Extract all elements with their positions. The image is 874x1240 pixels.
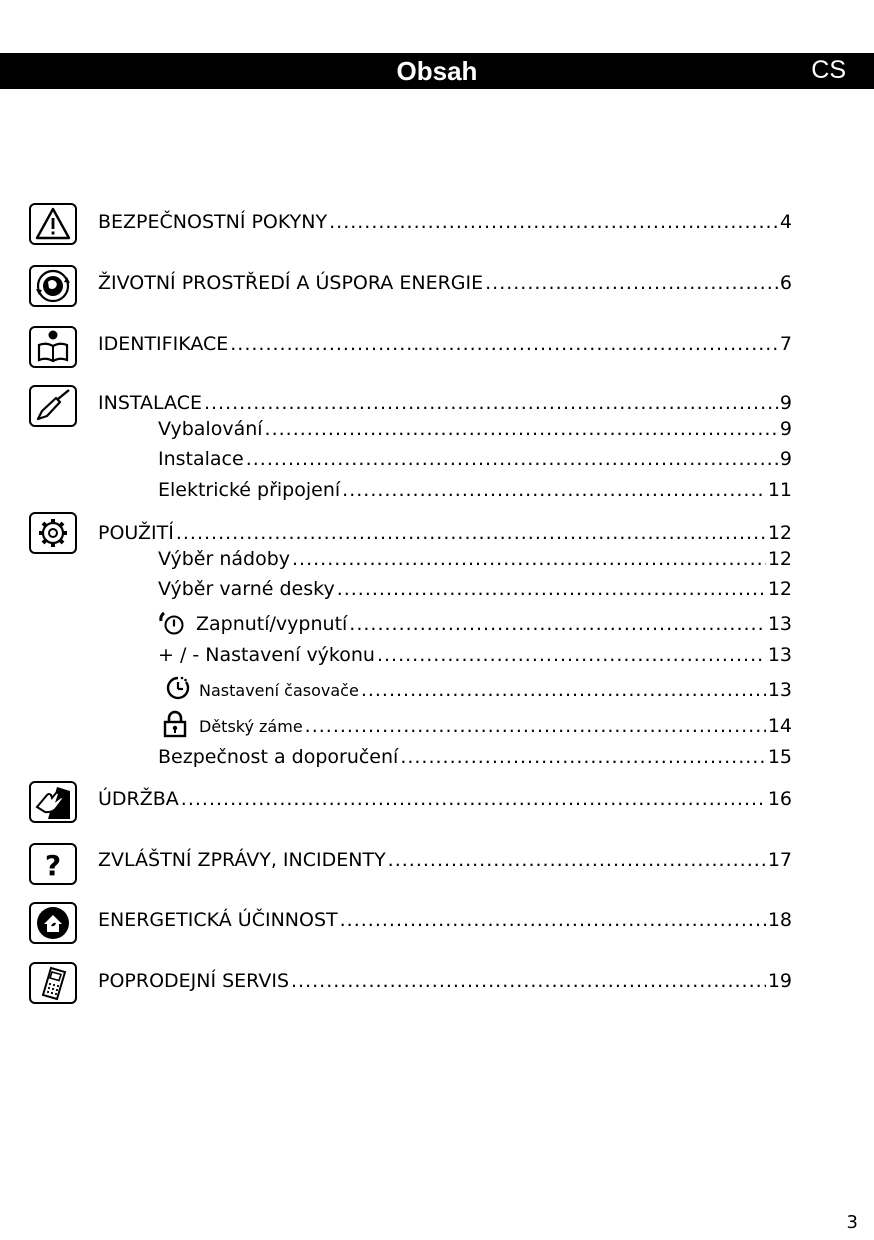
toc-entry-label: Výběr nádoby (158, 548, 291, 570)
toc-entry-maintenance[interactable] (98, 788, 792, 810)
language-code: CS (811, 56, 846, 84)
timer-icon (164, 674, 192, 702)
toc-entry-label: IDENTIFIKACE (98, 333, 229, 355)
warning-icon (29, 203, 77, 245)
toc-page-number: 12 (767, 578, 792, 600)
toc-entry-label: Zapnutí/vypnutí (196, 613, 348, 635)
toc-entry-incidents[interactable] (98, 849, 792, 871)
toc-entry-service[interactable] (98, 970, 792, 992)
toc-entry-label: Výběr varné desky (158, 578, 335, 600)
toc-entry-label: ZVLÁŠTNÍ ZPRÁVY, INCIDENTY (98, 849, 386, 871)
toc-entry-environment[interactable] (98, 272, 792, 294)
toc-page-number: 12 (767, 522, 792, 544)
toc-entry-label: Nastavení časovače (199, 681, 359, 700)
cleaning-hand-icon (29, 781, 77, 823)
dot-leader (204, 392, 778, 414)
toc-entry-usage[interactable] (98, 522, 792, 544)
toc-page-number: 7 (779, 333, 792, 355)
toc-entry-identification[interactable] (98, 333, 792, 355)
toc-page-number: 9 (779, 418, 792, 440)
toc-page-number: 16 (767, 788, 792, 810)
dot-leader (388, 849, 766, 871)
toc-entry-safety[interactable] (98, 211, 792, 233)
toc-entry-energy[interactable] (98, 909, 792, 931)
toc-page-number: 18 (767, 909, 792, 931)
toc-subentry-power-setting[interactable] (158, 644, 792, 666)
toc-entry-label: Elektrické připojení (158, 479, 341, 501)
toc-page-number: 13 (767, 644, 792, 666)
toc-entry-label: Bezpečnost a doporučení (158, 746, 399, 768)
dot-leader (342, 479, 766, 501)
header-bar (0, 53, 874, 89)
toc-entry-label: ÚDRŽBA (98, 788, 179, 810)
dot-leader (176, 522, 766, 544)
power-icon (158, 609, 186, 637)
phone-icon (29, 962, 77, 1004)
dot-leader (349, 613, 766, 635)
dot-leader (305, 715, 766, 737)
toc-entry-label: Vybalování (158, 418, 263, 440)
svg-text:?: ? (44, 849, 62, 882)
toc-page-number: 13 (767, 613, 792, 635)
dot-leader (246, 448, 778, 470)
dot-leader (265, 418, 778, 440)
question-icon (29, 843, 77, 885)
page-number: 3 (846, 1212, 858, 1233)
toc-entry-installation[interactable] (98, 392, 792, 414)
toc-entry-label: BEZPEČNOSTNÍ POKYNY (98, 211, 328, 233)
dot-leader (329, 211, 778, 233)
toc-entry-label: ŽIVOTNÍ PROSTŘEDÍ A ÚSPORA ENERGIE (98, 272, 484, 294)
toc-entry-label: ENERGETICKÁ ÚČINNOST (98, 909, 338, 931)
dot-leader (337, 578, 766, 600)
toc-subentry-hob-selection[interactable] (158, 578, 792, 600)
dot-leader (291, 970, 766, 992)
toc-entry-label: INSTALACE (98, 392, 202, 414)
toc-entry-label: POUŽITÍ (98, 522, 174, 544)
toc-page-number: 15 (767, 746, 792, 768)
screwdriver-icon (29, 385, 77, 427)
toc-subentry-unpacking[interactable] (158, 418, 792, 440)
toc-page-number: 14 (767, 715, 792, 737)
toc-subentry-on-off[interactable] (196, 613, 792, 635)
toc-entry-label: + / - Nastavení výkonu (158, 644, 375, 666)
lock-icon (162, 710, 188, 738)
toc-subentry-installation[interactable] (158, 448, 792, 470)
toc-page-number: 9 (779, 448, 792, 470)
reader-book-icon (29, 326, 77, 368)
toc-subentry-child-lock[interactable] (199, 715, 792, 737)
dot-leader (181, 788, 766, 810)
toc-subentry-pan-selection[interactable] (158, 548, 792, 570)
toc-page-number: 13 (767, 679, 792, 701)
page-title: Obsah (396, 56, 478, 86)
toc-page-number: 12 (767, 548, 792, 570)
toc-entry-label: Dětský záme (199, 717, 303, 736)
dot-leader (377, 644, 766, 666)
dot-leader (361, 679, 766, 701)
energy-house-icon (29, 902, 77, 944)
recycle-globe-icon (29, 265, 77, 307)
dot-leader (400, 746, 766, 768)
toc-page-number: 9 (779, 392, 792, 414)
dot-leader (230, 333, 778, 355)
toc-subentry-timer[interactable] (199, 679, 792, 701)
gear-icon (29, 512, 77, 554)
toc-subentry-safety-tips[interactable] (158, 746, 792, 768)
dot-leader (340, 909, 766, 931)
toc-entry-label: POPRODEJNÍ SERVIS (98, 970, 290, 992)
toc-page-number: 17 (767, 849, 792, 871)
toc-page-number: 11 (767, 479, 792, 501)
toc-page-number: 4 (779, 211, 792, 233)
toc-subentry-electrical[interactable] (158, 479, 792, 501)
toc-page-number: 19 (767, 970, 792, 992)
dot-leader (485, 272, 778, 294)
toc-page-number: 6 (779, 272, 792, 294)
dot-leader (292, 548, 766, 570)
toc-entry-label: Instalace (158, 448, 244, 470)
